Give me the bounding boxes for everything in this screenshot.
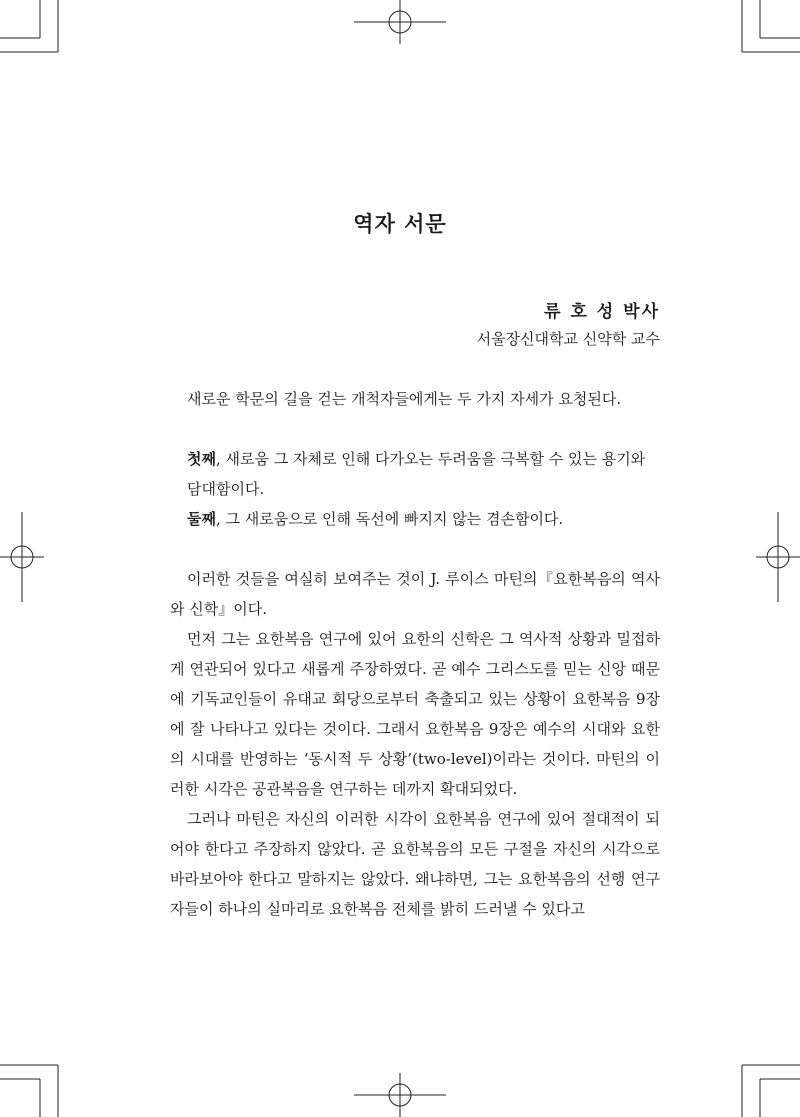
page-title: 역자 서문 <box>353 212 447 236</box>
crop-mark-bottom-right <box>742 1065 800 1117</box>
crop-mark-top-right <box>742 0 800 52</box>
point-second-text: , 그 새로움으로 인해 독선에 빠지지 않는 겸손함이다. <box>215 510 564 528</box>
crop-mark-top-left <box>0 0 58 52</box>
registration-mark-bottom <box>354 1073 446 1117</box>
point-first-continuation: 담대함이다. <box>187 480 265 498</box>
point-second-label: 둘째 <box>187 510 216 528</box>
author-affiliation: 서울장신대학교 신약학 교수 <box>476 330 660 348</box>
point-first <box>170 444 660 474</box>
author-name: 류 호 성 박사 <box>544 302 660 322</box>
crop-mark-bottom-left <box>0 1065 58 1117</box>
registration-mark-left <box>0 512 44 602</box>
spacer <box>170 534 660 564</box>
point-first-text: , 새로움 그 자체로 인해 다가오는 두려움을 극복할 수 있는 용기와 <box>215 450 646 468</box>
point-first-label: 첫째 <box>187 450 216 468</box>
body-text <box>170 384 660 924</box>
paragraph: 이러한 것들을 여실히 보여주는 것이 J. 루이스 마틴의『요한복음의 역사와 신학』이다. <box>170 570 660 618</box>
point-second <box>170 504 660 534</box>
intro-paragraph: 새로운 학문의 길을 걷는 개척자들에게는 두 가지 자세가 요청된다. <box>187 390 622 408</box>
spacer <box>170 414 660 444</box>
paragraph: 먼저 그는 요한복음 연구에 있어 요한의 신학은 그 역사적 상황과 밀접하게 연관되어 있다고 새롭게 주장하였다. 곧 예수 그리스도를 믿는 신앙 때문에 기독교인들이 유대교 회당으로부터 축출되고 있는 상황이 요한복음 9장에 잘 나타나고 있다는 것이다. 그래서 요한복음 9장은 예수의 시대와 요한의 시대를 반영하는 ‘동시적 두 상황’(two-level)이라는 것이다. 마틴의 이러한 시각은 공관복음을 연구하는 데까지 확대되었다. <box>170 630 660 798</box>
paragraph: 그러나 마틴은 자신의 이러한 시각이 요한복음 연구에 있어 절대적이 되어야 한다고 주장하지 않았다. 곧 요한복음의 모든 구절을 자신의 시각으로 바라보아야 한다고 말하지는 않았다. 왜냐하면, 그는 요한복음의 선행 연구자들이 하나의 실마리로 요한복음 전체를 밝히 드러낼 수 있다고 <box>170 810 660 918</box>
registration-mark-top <box>354 0 446 44</box>
registration-mark-right <box>756 512 800 602</box>
